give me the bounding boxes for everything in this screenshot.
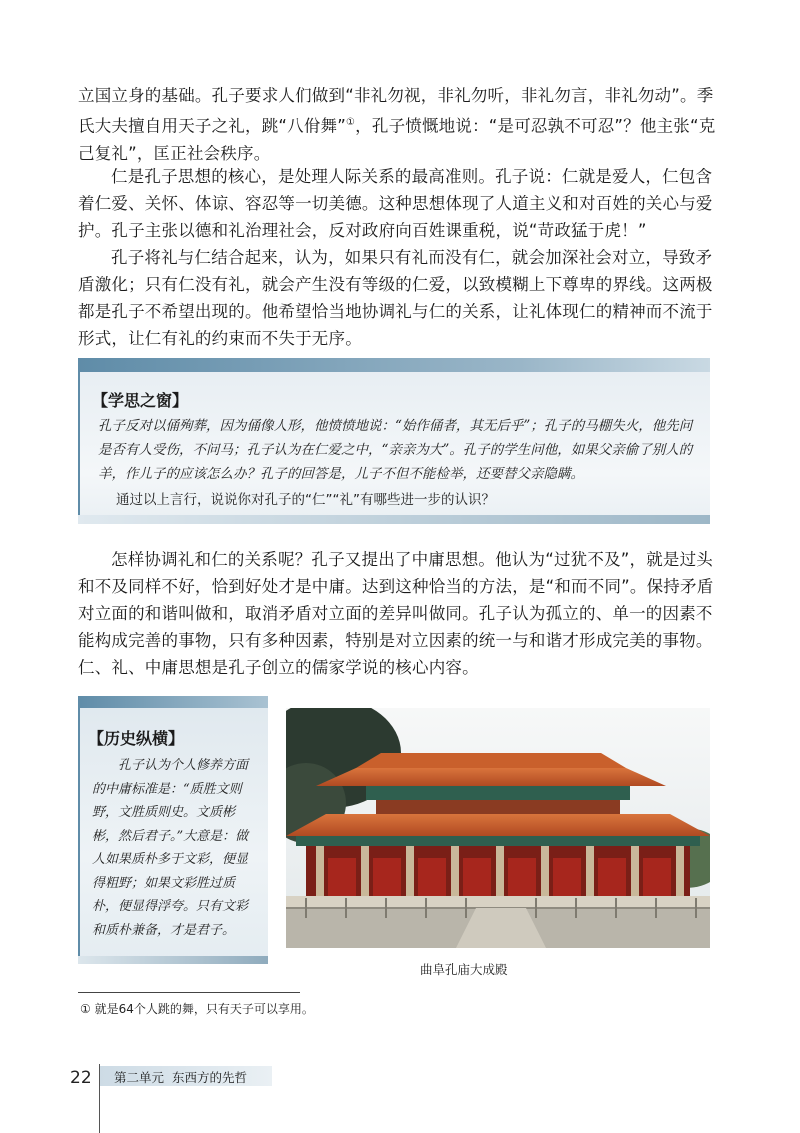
footer-title: 东西方的先哲 xyxy=(172,1070,248,1085)
box-bottom-bar xyxy=(78,515,710,524)
paragraph-zhongyong: 怎样协调礼和仁的关系呢？孔子又提出了中庸思想。他认为“过犹不及”，就是过头和不及同样不好，恰到好处才是中庸。达到这种恰当的方法，是“和而不同”。保持矛盾对立面的和谐叫做和，取消矛盾对立面的差异叫做同。孔子认为孤立的、单一的因素不能构成完善的事物，只有多种因素，特别是对立因素的统一与和谐才形成完美的事物。仁、礼、中庸思想是孔子创立的儒家学说的核心内容。 xyxy=(78,550,714,677)
temple-illustration xyxy=(286,708,710,948)
photo-caption: 曲阜孔庙大成殿 xyxy=(420,962,508,977)
footnote-reference[interactable]: ① xyxy=(346,117,356,128)
box-top-bar xyxy=(78,358,710,372)
study-window-text: 孔子反对以俑殉葬，因为俑像人形，他愤愤地说：“始作俑者，其无后乎”；孔子的马棚失火，他先问是否有人受伤，不问马；孔子认为在仁爱之中，“亲亲为大”。孔子的学生问他，如果父亲偷了别人的羊，作儿子的应该怎么办？孔子的回答是，儿子不但不能检举，还要替父亲隐瞒。 xyxy=(98,418,693,482)
paragraph-li-tail: ，孔子愤慨地说：“是可忍孰不可忍”？他主张“克己复礼”，匡正社会秩序。 xyxy=(78,116,716,163)
upper-roof xyxy=(316,768,666,786)
box-left-rule xyxy=(78,372,80,515)
study-window-title: 【学思之窗】 xyxy=(92,391,189,410)
study-window-box xyxy=(78,358,710,524)
box-top-bar xyxy=(78,696,268,708)
paragraph-li-ren: 孔子将礼与仁结合起来，认为，如果只有礼而没有仁，就会加深社会对立，导致矛盾激化；只有仁没有礼，就会产生没有等级的仁爱，以致模糊上下尊卑的界线。这两极都是孔子不希望出现的。他希望恰当地协调礼与仁的关系，让礼体现仁的精神而不流于形式，让仁有礼的约束而不失于无序。 xyxy=(78,248,713,348)
upper-eaves xyxy=(366,786,630,800)
footer-unit: 第二单元 xyxy=(114,1070,165,1085)
history-box xyxy=(78,696,268,964)
lower-eaves xyxy=(296,836,700,846)
history-box-title: 【历史纵横】 xyxy=(88,729,185,748)
history-box-text: 孔子认为个人修养方面的中庸标准是：“质胜文则野，文胜质则史。文质彬彬，然后君子。”大意是：做人如果质朴多于文彩，便显得粗野；如果文彩胜过质朴，便显得浮夸。只有文彩和质朴兼备，才是君子。 xyxy=(92,758,249,938)
box-left-rule xyxy=(78,708,80,956)
paragraph-ren: 仁是孔子思想的核心，是处理人际关系的最高准则。孔子说：仁就是爱人，仁包含着仁爱、关怀、体谅、容忍等一切美德。这种思想体现了人道主义和对百姓的关心与爱护。孔子主张以德和礼治理社会，反对政府向百姓课重税，说“苛政猛于虎！” xyxy=(78,167,713,240)
stone-terrace xyxy=(286,896,710,908)
paragraph-li xyxy=(78,82,718,167)
box-bottom-bar xyxy=(78,956,268,964)
lower-roof xyxy=(286,814,710,836)
paragraph-li-text: 立国立身的基础。孔子要求人们做到“非礼勿视，非礼勿听，非礼勿言，非礼勿动”。季氏大夫擅自用天子之礼，跳“八佾舞” xyxy=(78,86,714,136)
page-number: 22 xyxy=(70,1068,92,1088)
study-window-question: 通过以上言行，说说你对孔子的“仁”“礼”有哪些进一步的认识？ xyxy=(116,492,495,508)
dacheng-hall-photo xyxy=(286,708,710,948)
footnote-divider xyxy=(78,992,300,993)
footnote: ① 就是64个人跳的舞，只有天子可以享用。 xyxy=(80,1002,314,1016)
